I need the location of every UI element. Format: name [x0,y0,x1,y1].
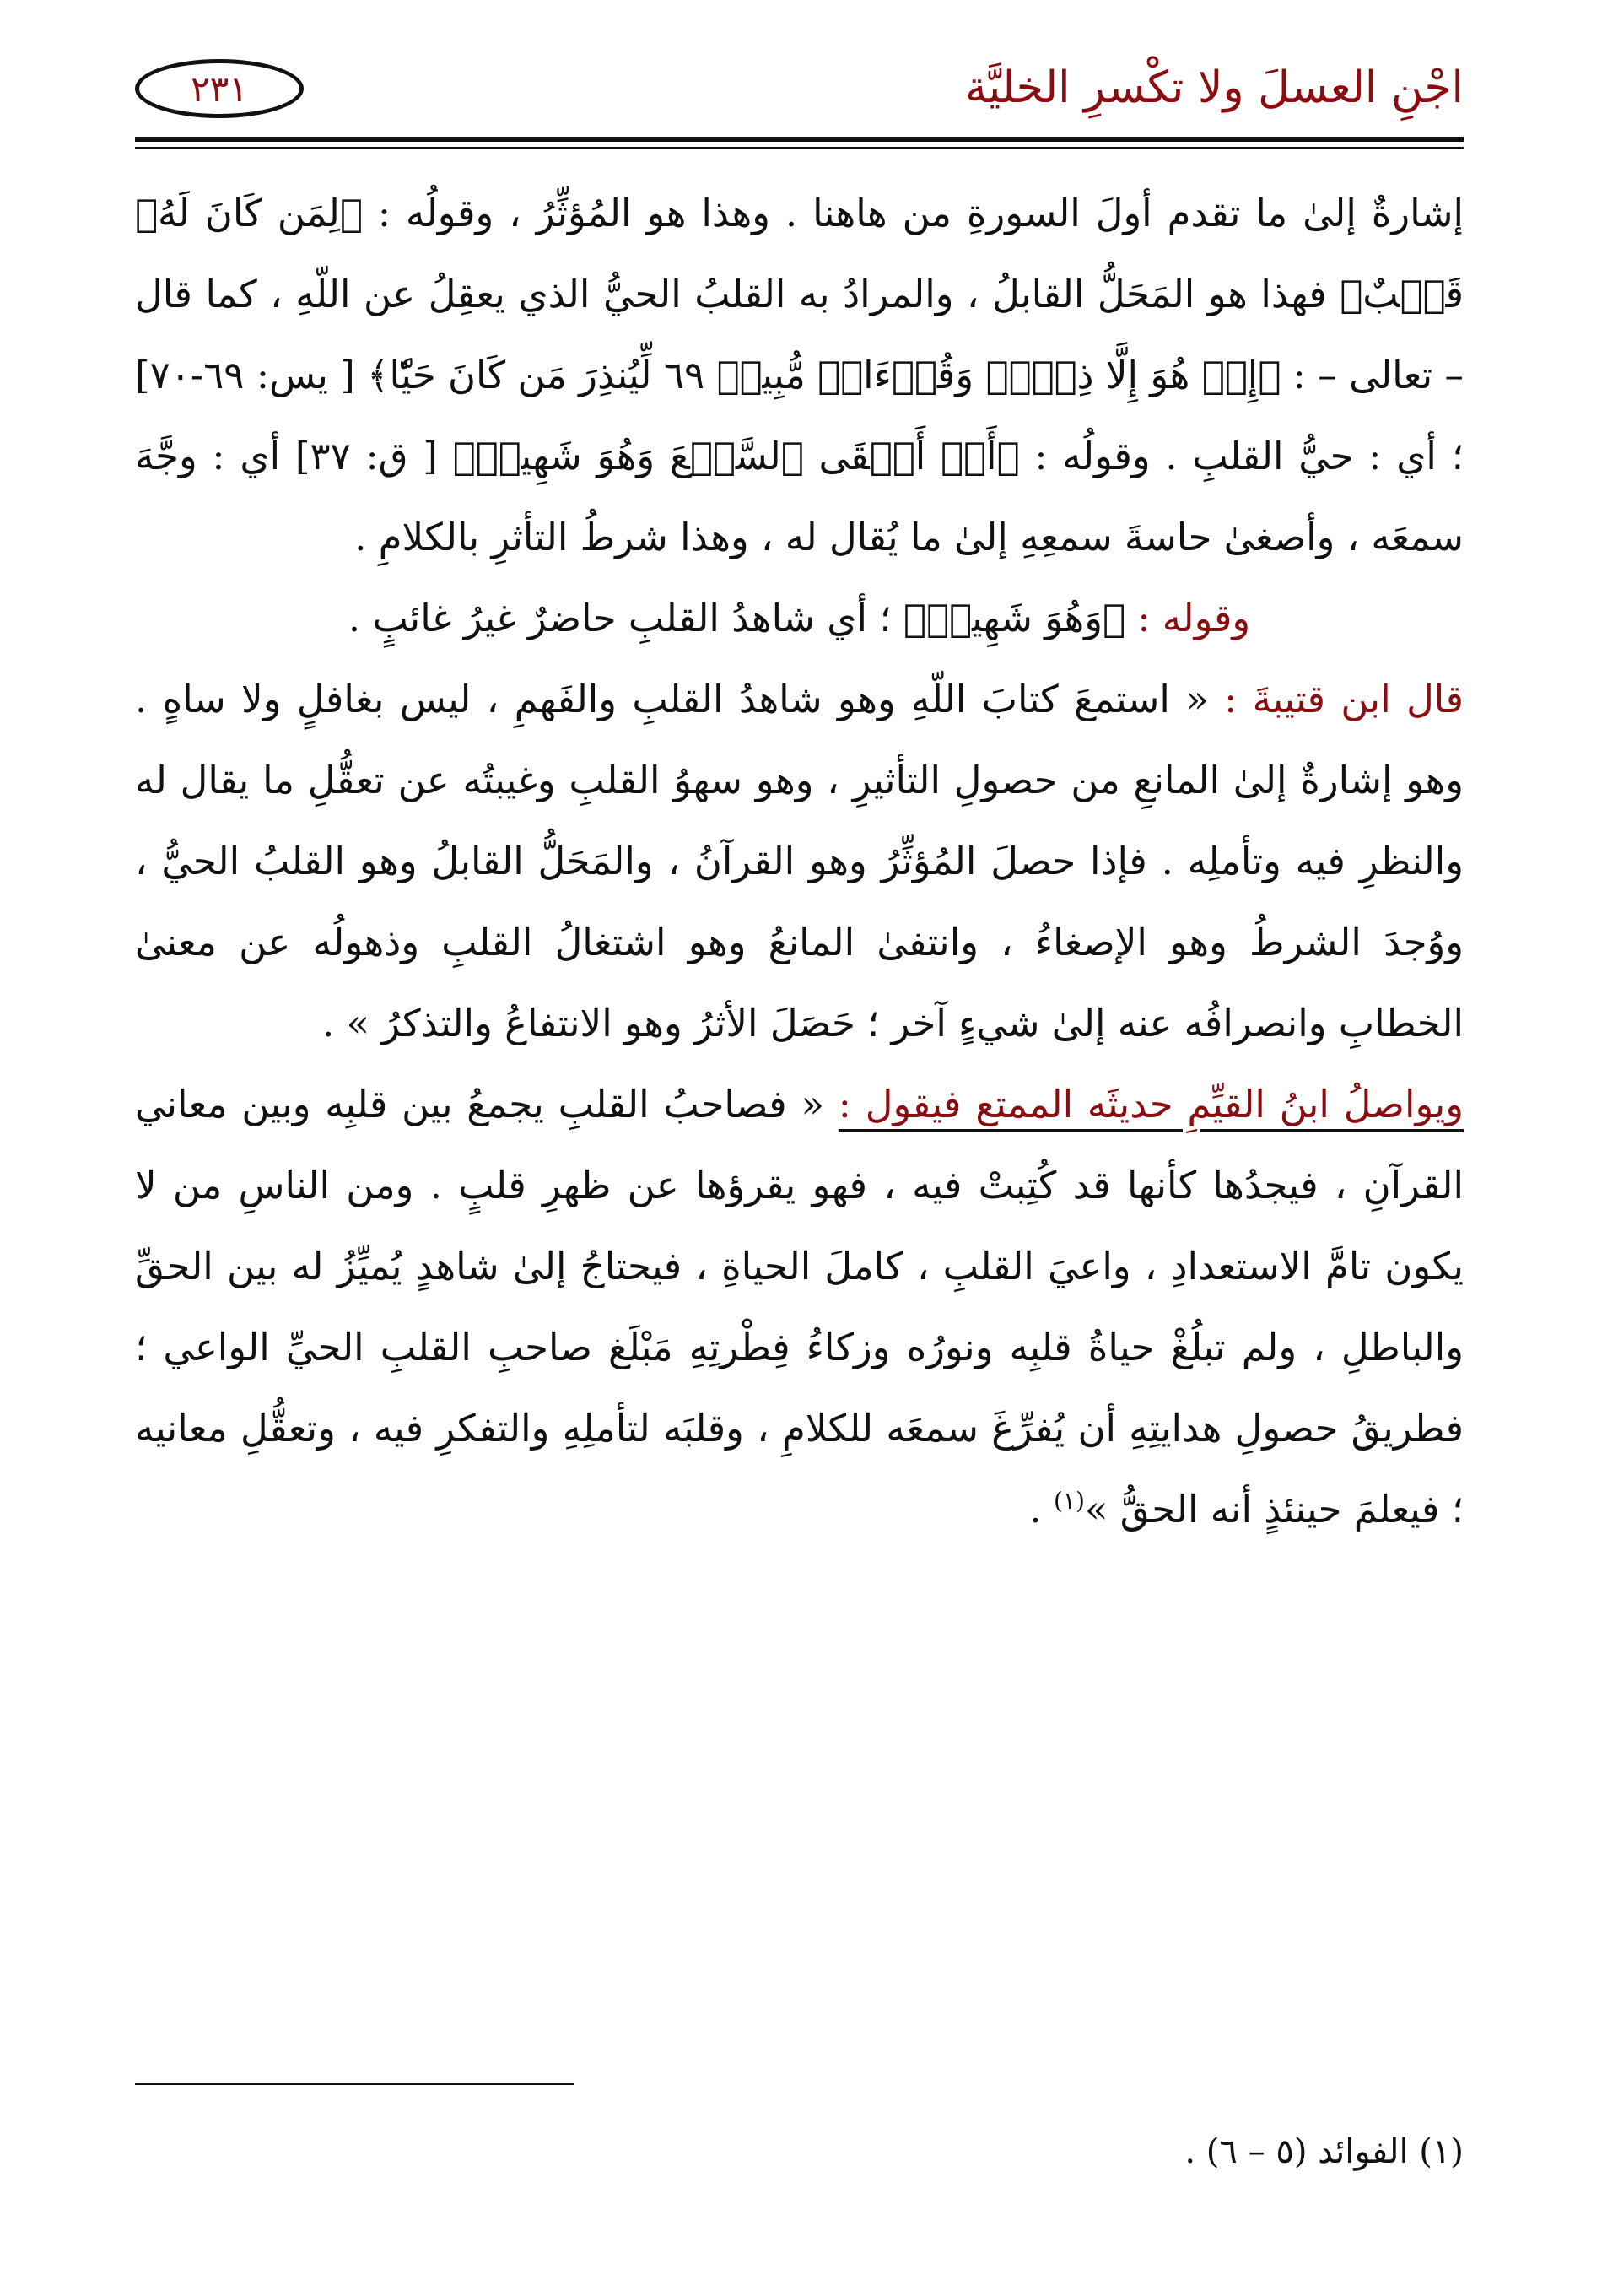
paragraph-4-tail: . [1029,1487,1054,1532]
header-rule-thin [135,147,1464,149]
paragraph-1-text: إشارةٌ إلىٰ ما تقدم أولَ السورةِ من هاهنا . وهذا هو المُؤثِّرُ ، وقولُه : ﴿لِمَن كَانَ لَهُۥ قَلۡبٌ﴾ فهذا هو المَحَلُّ القابلُ ، والمرادُ به القلبُ الحيُّ الذي يعقِلُ عن اللّهِ ، كما قال – تعالى – : ﴿إِنۡ هُوَ إِلَّا ذِكۡرٞ وَقُرۡءَانٞ مُّبِينٞ ٦٩ لِّيُنذِرَ مَن كَانَ حَيّٗا﴾ [ يس: ٦٩-٧٠] ؛ أي : حيُّ القلبِ . وقولُه : ﴿أَوۡ أَلۡقَى ٱلسَّمۡعَ وَهُوَ شَهِيدٞ﴾ [ ق: ٣٧] أي : وجَّهَ سمعَه ، وأصغىٰ حاسةَ سمعِهِ إلىٰ ما يُقال له ، وهذا شرطُ التأثرِ بالكلامِ . [135,191,1464,559]
paragraph-1 [135,173,1464,578]
paragraph-3-lead: قال ابن قتيبةَ : [1224,677,1464,721]
running-title: اجْنِ العسلَ ولا تكْسرِ الخليَّة [964,62,1464,113]
footnote-reference: (١) [1053,1487,1085,1515]
book-page [135,59,1464,2245]
paragraph-2 [135,578,1464,659]
paragraph-2-lead: وقوله : [1137,596,1251,640]
paragraph-4-text: « فصاحبُ القلبِ يجمعُ بين قلبِه وبين معاني القرآنِ ، فيجدُها كأنها قد كُتِبتْ فيه ، فهو يقرؤها عن ظهرِ قلبٍ . ومن الناسِ من لا يكون تامَّ الاستعدادِ ، واعيَ القلبِ ، كاملَ الحياةِ ، فيحتاجُ إلىٰ شاهدٍ يُميِّزُ له بين الحقِّ والباطلِ ، ولم تبلُغْ حياةُ قلبِه ونورُه وزكاءُ فِطْرتِهِ مَبْلَغ صاحبِ القلبِ الحيِّ الواعي ؛ فطريقُ حصولِ هدايتِهِ أن يُفرِّغَ سمعَه للكلامِ ، وقلبَه لتأملِهِ والتفكرِ فيه ، وتعقُّلِ معانيه ؛ فيعلمَ حينئذٍ أنه الحقُّ » [135,1082,1464,1532]
paragraph-4-lead: ويواصلُ ابنُ القيِّمِ حديثَه الممتع فيقول : [838,1082,1464,1126]
paragraph-3 [135,659,1464,1064]
paragraph-4 [135,1064,1464,1550]
page-header [135,59,1464,160]
paragraph-3-text: « استمعَ كتابَ اللّهِ وهو شاهدُ القلبِ والفَهمِ ، ليس بغافلٍ ولا ساهٍ . وهو إشارةٌ إلىٰ المانعِ من حصولِ التأثيرِ ، وهو سهوُ القلبِ وغيبتُه عن تعقُّلِ ما يقال له والنظرِ فيه وتأملِه . فإذا حصلَ المُؤثِّرُ وهو القرآنُ ، والمَحَلُّ القابلُ وهو القلبُ الحيُّ ، ووُجدَ الشرطُ وهو الإصغاءُ ، وانتفىٰ المانعُ وهو اشتغالُ القلبِ وذهولُه عن معنىٰ الخطابِ وانصرافُه عنه إلىٰ شيءٍ آخر ؛ حَصَلَ الأثرُ وهو الانتفاعُ والتذكرُ » . [135,677,1464,1045]
footnote-separator [135,2083,574,2085]
main-text [135,173,1464,1550]
page-number: ٢٣١ [191,68,248,110]
footnote: (١) الفوائد (٥ – ٦) . [1184,2132,1464,2171]
header-rule-thick [135,137,1464,142]
paragraph-2-text: ﴿وَهُوَ شَهِيدٞ﴾ ؛ أي شاهدُ القلبِ حاضرٌ غيرُ غائبٍ . [348,596,1125,640]
page-number-badge [135,59,304,118]
